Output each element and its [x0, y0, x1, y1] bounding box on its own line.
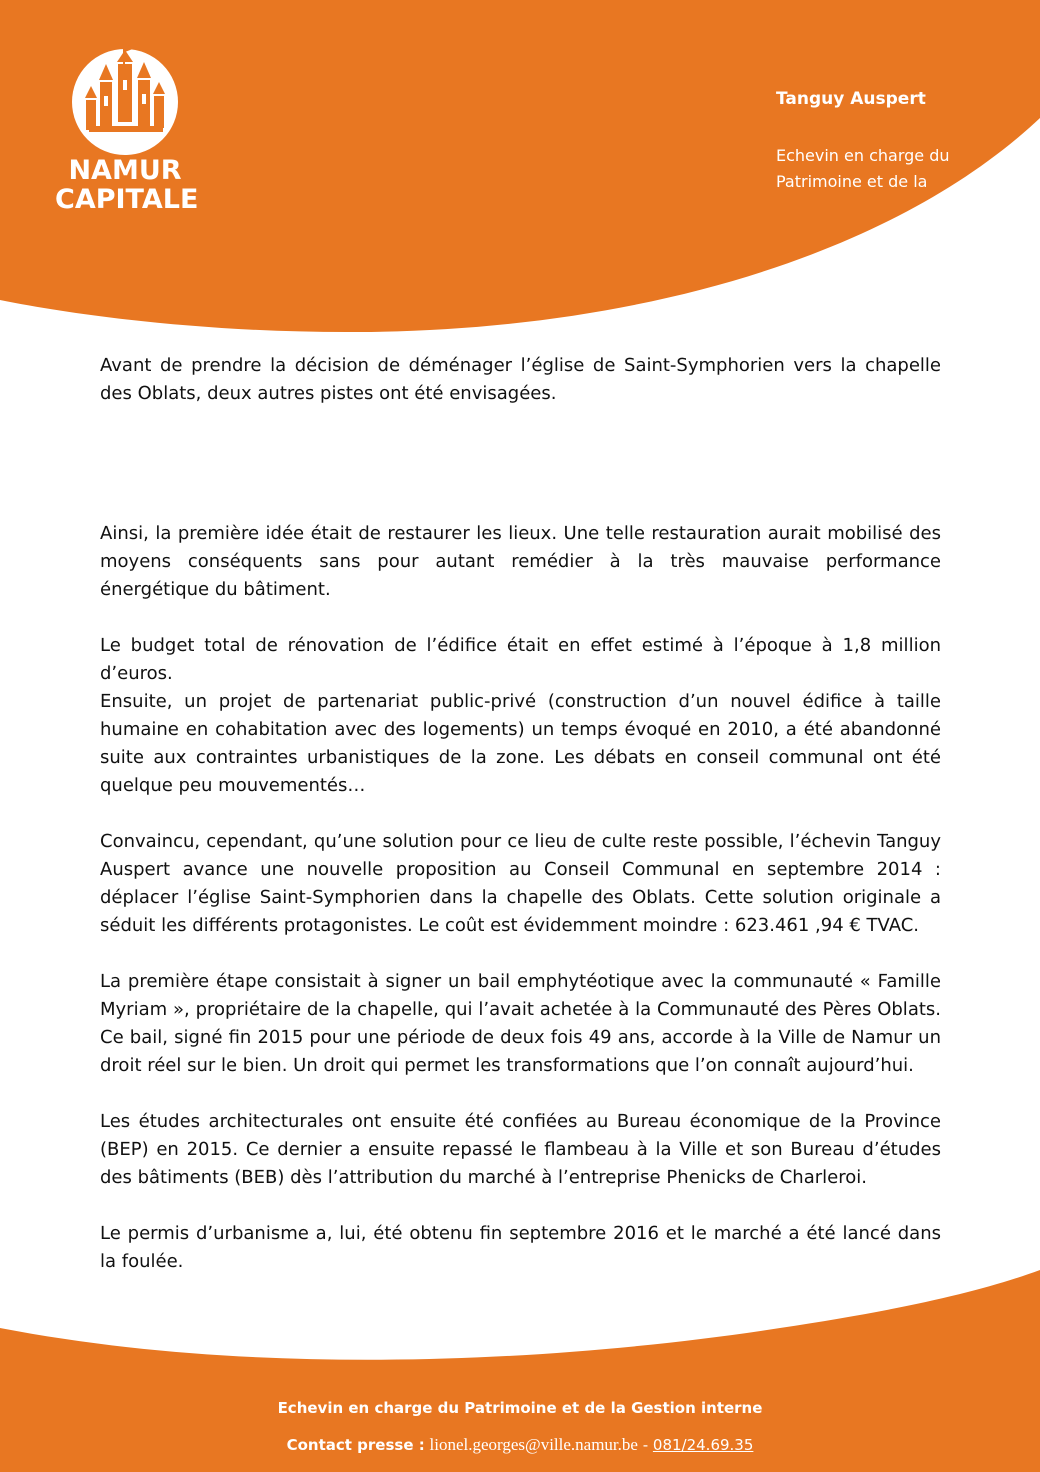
paragraph-ppp-project: Ensuite, un projet de partenariat public-privé (construction d’un nouvel édifice à taille humaine en cohabitation avec des logements) un temps évoqué en 2010, a été abandonné suite aux contraintes urbanistiques de la zone. Les débats en conseil communal ont été quelque peu mouvementés…	[100, 691, 941, 796]
logo-text-capitale: CAPITALE	[55, 184, 199, 215]
contact-phone-link[interactable]: 081/24.69.35	[652, 1436, 754, 1454]
author-name: Tanguy Auspert	[776, 89, 926, 109]
logo-text-namur: NAMUR	[68, 155, 182, 186]
paragraph-intro: Avant de prendre la décision de déménager l’église de Saint-Symphorien vers la chapelle des Oblats, deux autres pistes ont été envisagées.	[100, 355, 941, 404]
author-role	[776, 143, 1006, 195]
footer-title: Echevin en charge du Patrimoine et de la Gestion interne	[277, 1399, 763, 1417]
role-line-2: Patrimoine et de la	[776, 172, 928, 191]
paragraph-new-proposal: Convaincu, cependant, qu’une solution pour ce lieu de culte reste possible, l’échevin Tanguy Auspert avance une nouvelle proposition au Conseil Communal en septembre 2014 : déplacer l’église Saint-Symphorien dans la chapelle des Oblats. Cette solution originale a séduit les différents protagonistes. Le coût est évidemment moindre : 623.461 ,94 € TVAC.	[100, 831, 941, 936]
contact-label: Contact presse :	[286, 1436, 425, 1454]
paragraph-budget: Le budget total de rénovation de l’édifice était en effet estimé à l’époque à 1,8 million d’euros.	[100, 635, 941, 684]
castle-icon	[71, 40, 179, 156]
contact-separator: -	[637, 1436, 653, 1454]
contact-email-link[interactable]: lionel.georges@ville.namur.be	[429, 1435, 638, 1454]
role-line-1: Echevin en charge du	[776, 146, 950, 165]
namur-capitale-logo	[55, 40, 199, 215]
paragraph-restoration: Ainsi, la première idée était de restaurer les lieux. Une telle restauration aurait mobilisé des moyens conséquents sans pour autant remédier à la très mauvaise performance énergétique du bâtiment.	[100, 523, 941, 600]
press-contact	[0, 1435, 1040, 1455]
paragraph-studies: Les études architecturales ont ensuite été confiées au Bureau économique de la Province (BEP) en 2015. Ce dernier a ensuite repassé le flambeau à la Ville et son Bureau d’études des bâtiments (BEB) dès l’attribution du marché à l’entreprise Phenicks de Charleroi.	[100, 1111, 941, 1188]
paragraph-lease: La première étape consistait à signer un bail emphytéotique avec la communauté « Famille Myriam », propriétaire de la chapelle, qui l’avait achetée à la Communauté des Pères Oblats. Ce bail, signé fin 2015 pour une période de deux fois 49 ans, accorde à la Ville de Namur un droit réel sur le bien. Un droit qui permet les transformations que l’on connaît aujourd’hui.	[100, 971, 941, 1076]
paragraph-permit: Le permis d’urbanisme a, lui, été obtenu fin septembre 2016 et le marché a été lancé dans la foulée.	[100, 1223, 941, 1272]
press-release-body	[100, 352, 941, 1276]
